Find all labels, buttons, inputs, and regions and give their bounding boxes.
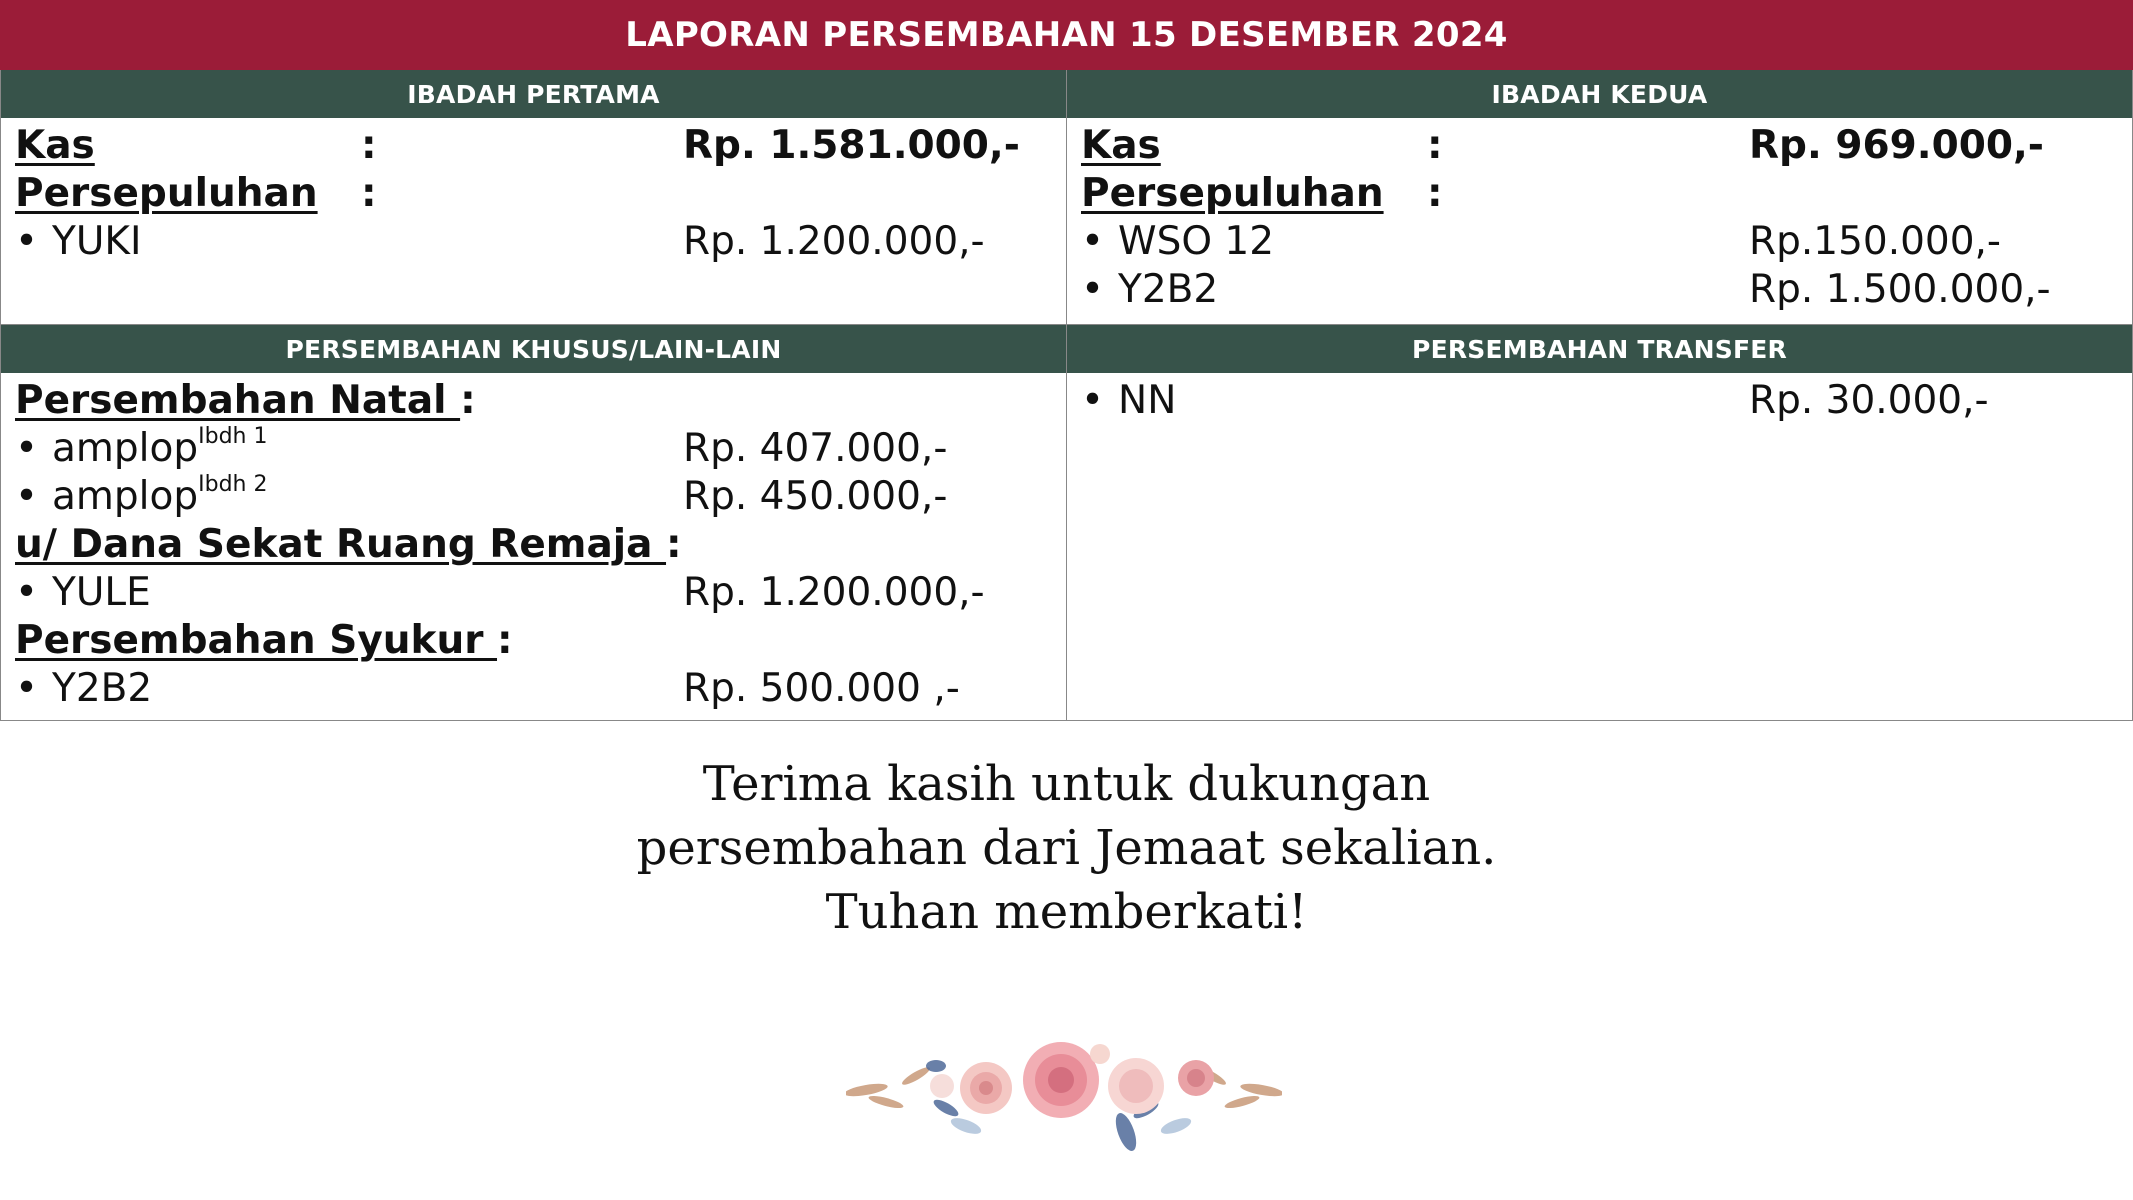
item-value: Rp. 1.200.000,- (683, 570, 985, 615)
bullet: • (1081, 378, 1105, 423)
item-name: amplop (52, 474, 199, 519)
header-ibadah-pertama: IBADAH PERTAMA (1, 70, 1067, 118)
persepuluhan-label: Persepuluhan (15, 171, 318, 216)
persepuluhan-row (1081, 170, 2132, 218)
item-value: Rp. 1.500.000,- (1749, 267, 2051, 312)
bullet: • (15, 219, 39, 264)
bullet: • (15, 426, 39, 471)
item-superscript: Ibdh 1 (198, 424, 268, 449)
item-name: Y2B2 (52, 666, 153, 711)
kas-value: Rp. 969.000,- (1749, 123, 2044, 168)
item-name: WSO 12 (1118, 219, 1275, 264)
syukur-heading (15, 617, 1066, 665)
persembahan-transfer-panel (1067, 373, 2132, 720)
item-value: Rp. 450.000,- (683, 474, 948, 519)
bullet: • (1081, 219, 1105, 264)
list-item (15, 425, 1066, 473)
syukur-label: Persembahan Syukur (15, 618, 498, 663)
header-ibadah-kedua: IBADAH KEDUA (1067, 70, 2132, 118)
list-item (1081, 218, 2132, 266)
list-item (15, 218, 1066, 266)
item-value: Rp. 407.000,- (683, 426, 948, 471)
item-value: Rp. 30.000,- (1749, 378, 1989, 423)
ibadah-kedua-panel (1067, 118, 2132, 325)
persepuluhan-colon: : (361, 171, 377, 216)
list-item (1081, 266, 2132, 314)
bullet: • (15, 474, 39, 519)
item-value: Rp. 1.200.000,- (683, 219, 985, 264)
list-item (1081, 377, 2132, 425)
ibadah-pertama-panel (1, 118, 1067, 325)
natal-colon: : (460, 378, 476, 423)
kas-label: Kas (15, 123, 95, 168)
report-table (0, 70, 2133, 721)
item-value: Rp.150.000,- (1749, 219, 2001, 264)
item-superscript: Ibdh 2 (198, 472, 268, 497)
item-name: Y2B2 (1118, 267, 1219, 312)
kas-label: Kas (1081, 123, 1161, 168)
floral-garland-icon (846, 1036, 1282, 1156)
report-title: LAPORAN PERSEMBAHAN 15 DESEMBER 2024 (0, 0, 2133, 70)
bullet: • (15, 570, 39, 615)
sekat-label: u/ Dana Sekat Ruang Remaja (15, 522, 667, 567)
header-persembahan-khusus: PERSEMBAHAN KHUSUS/LAIN-LAIN (1, 325, 1067, 373)
kas-colon: : (1427, 123, 1443, 168)
item-value: Rp. 500.000 ,- (683, 666, 960, 711)
natal-label: Persembahan Natal (15, 378, 461, 423)
kas-row (15, 122, 1066, 170)
syukur-colon: : (497, 618, 513, 663)
bullet: • (1081, 267, 1105, 312)
item-name: YULE (52, 570, 151, 615)
persepuluhan-row (15, 170, 1066, 218)
item-name: amplop (52, 426, 199, 471)
kas-value: Rp. 1.581.000,- (683, 123, 1020, 168)
persembahan-khusus-panel (1, 373, 1067, 720)
item-name: NN (1118, 378, 1177, 423)
list-item (15, 473, 1066, 521)
persepuluhan-label: Persepuluhan (1081, 171, 1384, 216)
list-item (15, 665, 1066, 713)
item-name: YUKI (52, 219, 142, 264)
sekat-heading (15, 521, 1066, 569)
thanks-line-1: Terima kasih untuk dukungan (702, 756, 1431, 812)
sekat-colon: : (666, 522, 682, 567)
bullet: • (15, 666, 39, 711)
kas-colon: : (361, 123, 377, 168)
natal-heading (15, 377, 1066, 425)
thank-you-message (0, 752, 2133, 944)
thanks-line-2: persembahan dari Jemaat sekalian. (636, 820, 1497, 876)
header-persembahan-transfer: PERSEMBAHAN TRANSFER (1067, 325, 2132, 373)
thanks-line-3: Tuhan memberkati! (825, 884, 1308, 940)
list-item (15, 569, 1066, 617)
persepuluhan-colon: : (1427, 171, 1443, 216)
kas-row (1081, 122, 2132, 170)
